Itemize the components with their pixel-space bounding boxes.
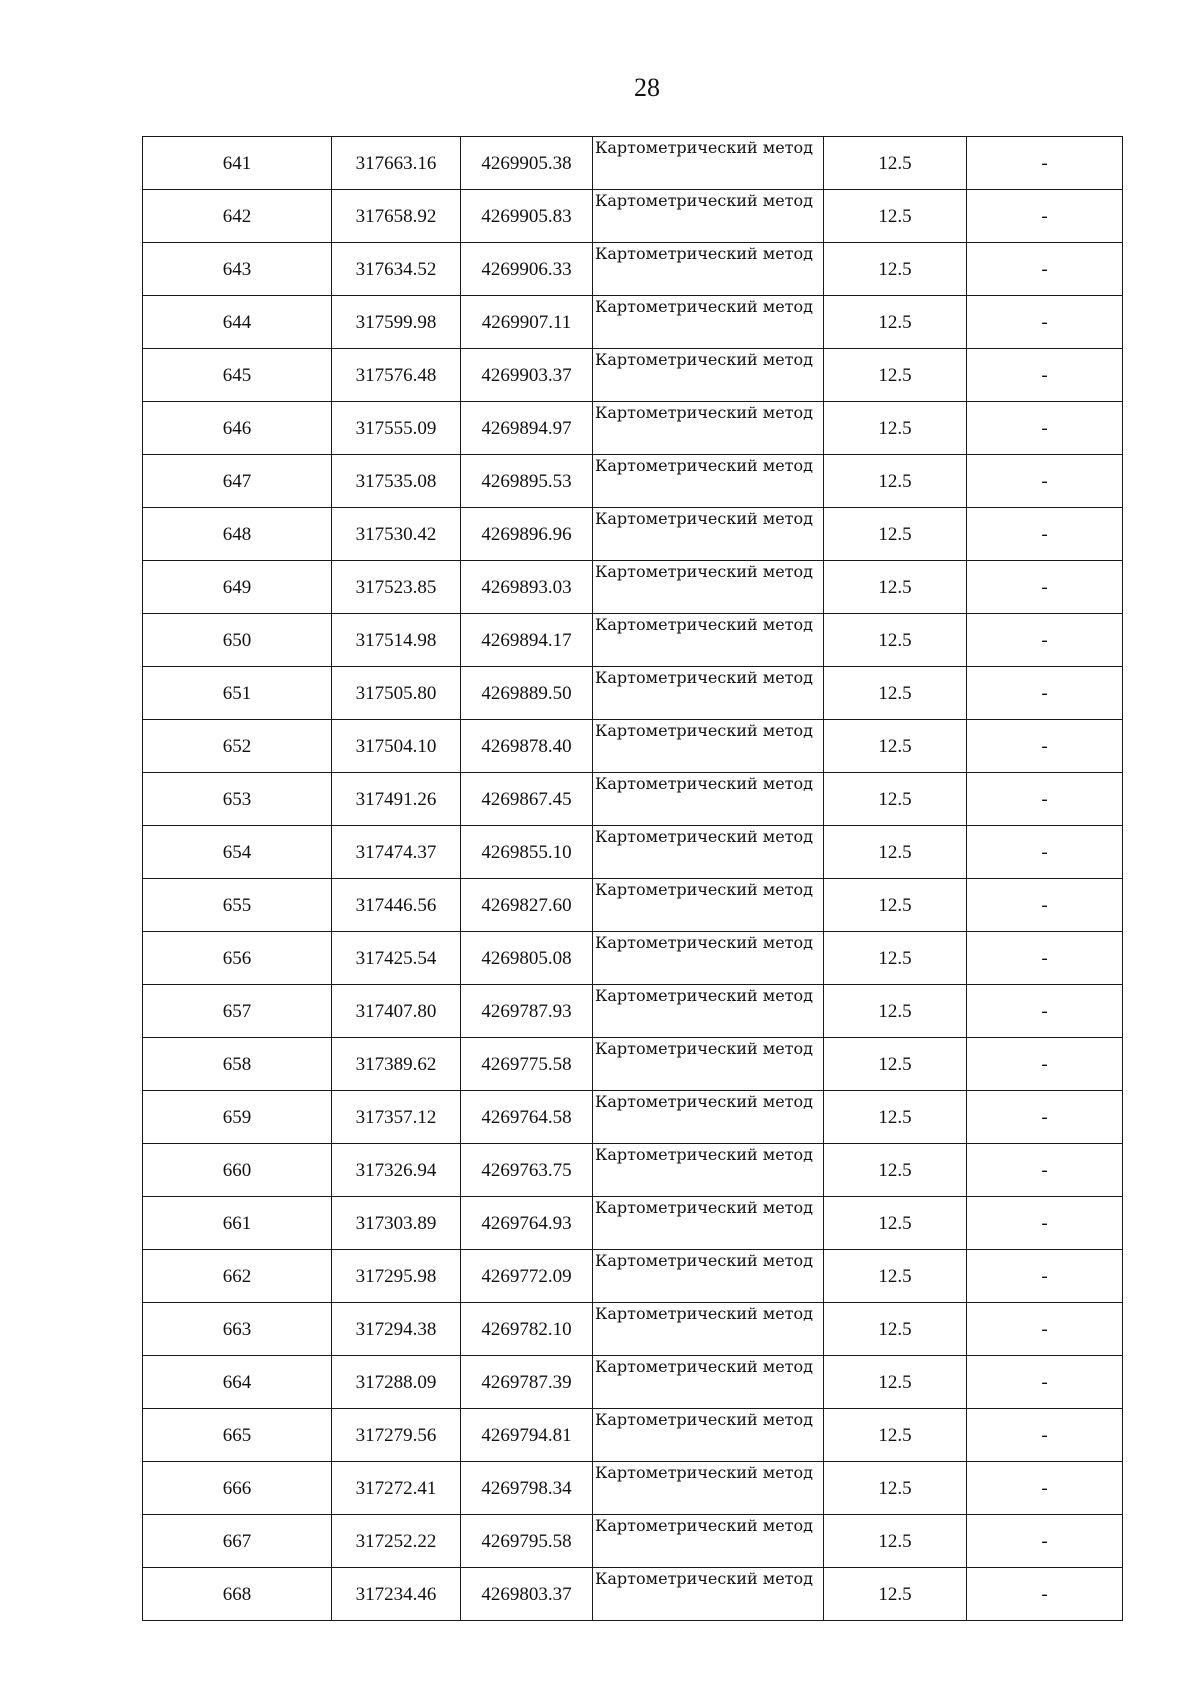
x-coordinate-cell: 317474.37 [332,826,461,879]
table-row [143,1356,1123,1409]
accuracy-cell: 12.5 [824,349,967,402]
method-cell: Картометрический метод [593,985,824,1038]
method-cell: Картометрический метод [593,190,824,243]
note-cell: - [967,1568,1123,1621]
accuracy-cell: 12.5 [824,1356,967,1409]
note-cell: - [967,1356,1123,1409]
note-cell: - [967,1197,1123,1250]
table-row [143,296,1123,349]
point-number-cell: 655 [143,879,332,932]
method-cell: Картометрический метод [593,1144,824,1197]
table-row [143,1303,1123,1356]
y-coordinate-cell: 4269889.50 [461,667,593,720]
accuracy-cell: 12.5 [824,402,967,455]
method-cell: Картометрический метод [593,667,824,720]
table-row [143,1568,1123,1621]
y-coordinate-cell: 4269827.60 [461,879,593,932]
table-row [143,455,1123,508]
method-cell: Картометрический метод [593,614,824,667]
note-cell: - [967,402,1123,455]
accuracy-cell: 12.5 [824,296,967,349]
accuracy-cell: 12.5 [824,720,967,773]
note-cell: - [967,349,1123,402]
point-number-cell: 645 [143,349,332,402]
table-row [143,1144,1123,1197]
point-number-cell: 657 [143,985,332,1038]
table-row [143,985,1123,1038]
table-row [143,932,1123,985]
method-cell: Картометрический метод [593,508,824,561]
y-coordinate-cell: 4269893.03 [461,561,593,614]
accuracy-cell: 12.5 [824,1038,967,1091]
note-cell: - [967,826,1123,879]
point-number-cell: 653 [143,773,332,826]
y-coordinate-cell: 4269867.45 [461,773,593,826]
point-number-cell: 663 [143,1303,332,1356]
method-cell: Картометрический метод [593,1091,824,1144]
note-cell: - [967,1250,1123,1303]
table-row [143,667,1123,720]
y-coordinate-cell: 4269775.58 [461,1038,593,1091]
note-cell: - [967,137,1123,190]
point-number-cell: 664 [143,1356,332,1409]
note-cell: - [967,296,1123,349]
note-cell: - [967,455,1123,508]
table-row [143,720,1123,773]
x-coordinate-cell: 317288.09 [332,1356,461,1409]
point-number-cell: 642 [143,190,332,243]
method-cell: Картометрический метод [593,1038,824,1091]
x-coordinate-cell: 317272.41 [332,1462,461,1515]
accuracy-cell: 12.5 [824,1144,967,1197]
accuracy-cell: 12.5 [824,1515,967,1568]
method-cell: Картометрический метод [593,402,824,455]
method-cell: Картометрический метод [593,137,824,190]
y-coordinate-cell: 4269764.93 [461,1197,593,1250]
x-coordinate-cell: 317326.94 [332,1144,461,1197]
y-coordinate-cell: 4269795.58 [461,1515,593,1568]
y-coordinate-cell: 4269763.75 [461,1144,593,1197]
note-cell: - [967,773,1123,826]
x-coordinate-cell: 317234.46 [332,1568,461,1621]
table-row [143,137,1123,190]
method-cell: Картометрический метод [593,1303,824,1356]
table-row [143,1515,1123,1568]
y-coordinate-cell: 4269905.38 [461,137,593,190]
table-row [143,614,1123,667]
x-coordinate-cell: 317555.09 [332,402,461,455]
point-number-cell: 644 [143,296,332,349]
accuracy-cell: 12.5 [824,455,967,508]
point-number-cell: 668 [143,1568,332,1621]
y-coordinate-cell: 4269803.37 [461,1568,593,1621]
point-number-cell: 650 [143,614,332,667]
y-coordinate-cell: 4269905.83 [461,190,593,243]
x-coordinate-cell: 317658.92 [332,190,461,243]
point-number-cell: 646 [143,402,332,455]
x-coordinate-cell: 317504.10 [332,720,461,773]
x-coordinate-cell: 317389.62 [332,1038,461,1091]
x-coordinate-cell: 317576.48 [332,349,461,402]
note-cell: - [967,561,1123,614]
method-cell: Картометрический метод [593,826,824,879]
y-coordinate-cell: 4269772.09 [461,1250,593,1303]
note-cell: - [967,720,1123,773]
point-number-cell: 662 [143,1250,332,1303]
accuracy-cell: 12.5 [824,826,967,879]
x-coordinate-cell: 317303.89 [332,1197,461,1250]
note-cell: - [967,243,1123,296]
x-coordinate-cell: 317523.85 [332,561,461,614]
x-coordinate-cell: 317425.54 [332,932,461,985]
method-cell: Картометрический метод [593,349,824,402]
table-row [143,1409,1123,1462]
note-cell: - [967,614,1123,667]
x-coordinate-cell: 317535.08 [332,455,461,508]
point-number-cell: 661 [143,1197,332,1250]
accuracy-cell: 12.5 [824,932,967,985]
point-number-cell: 643 [143,243,332,296]
accuracy-cell: 12.5 [824,243,967,296]
accuracy-cell: 12.5 [824,1303,967,1356]
point-number-cell: 654 [143,826,332,879]
method-cell: Картометрический метод [593,1356,824,1409]
method-cell: Картометрический метод [593,932,824,985]
method-cell: Картометрический метод [593,1409,824,1462]
accuracy-cell: 12.5 [824,190,967,243]
method-cell: Картометрический метод [593,879,824,932]
accuracy-cell: 12.5 [824,614,967,667]
point-number-cell: 656 [143,932,332,985]
x-coordinate-cell: 317279.56 [332,1409,461,1462]
coordinates-table [142,136,1123,1621]
y-coordinate-cell: 4269894.17 [461,614,593,667]
y-coordinate-cell: 4269907.11 [461,296,593,349]
point-number-cell: 658 [143,1038,332,1091]
point-number-cell: 660 [143,1144,332,1197]
point-number-cell: 659 [143,1091,332,1144]
accuracy-cell: 12.5 [824,1568,967,1621]
y-coordinate-cell: 4269894.97 [461,402,593,455]
point-number-cell: 665 [143,1409,332,1462]
note-cell: - [967,1144,1123,1197]
accuracy-cell: 12.5 [824,1409,967,1462]
x-coordinate-cell: 317634.52 [332,243,461,296]
y-coordinate-cell: 4269878.40 [461,720,593,773]
table-row [143,879,1123,932]
note-cell: - [967,985,1123,1038]
method-cell: Картометрический метод [593,243,824,296]
table-row [143,243,1123,296]
x-coordinate-cell: 317407.80 [332,985,461,1038]
table-row [143,1462,1123,1515]
point-number-cell: 652 [143,720,332,773]
table-row [143,402,1123,455]
y-coordinate-cell: 4269855.10 [461,826,593,879]
accuracy-cell: 12.5 [824,985,967,1038]
method-cell: Картометрический метод [593,1462,824,1515]
accuracy-cell: 12.5 [824,137,967,190]
accuracy-cell: 12.5 [824,561,967,614]
note-cell: - [967,1091,1123,1144]
table-row [143,561,1123,614]
y-coordinate-cell: 4269764.58 [461,1091,593,1144]
point-number-cell: 667 [143,1515,332,1568]
table-row [143,773,1123,826]
x-coordinate-cell: 317530.42 [332,508,461,561]
x-coordinate-cell: 317252.22 [332,1515,461,1568]
point-number-cell: 666 [143,1462,332,1515]
y-coordinate-cell: 4269782.10 [461,1303,593,1356]
x-coordinate-cell: 317295.98 [332,1250,461,1303]
method-cell: Картометрический метод [593,773,824,826]
table-body [143,137,1123,1621]
point-number-cell: 648 [143,508,332,561]
method-cell: Картометрический метод [593,1515,824,1568]
accuracy-cell: 12.5 [824,1462,967,1515]
x-coordinate-cell: 317357.12 [332,1091,461,1144]
y-coordinate-cell: 4269906.33 [461,243,593,296]
y-coordinate-cell: 4269895.53 [461,455,593,508]
x-coordinate-cell: 317491.26 [332,773,461,826]
table-row [143,1038,1123,1091]
page-number: 28 [634,73,660,102]
x-coordinate-cell: 317294.38 [332,1303,461,1356]
accuracy-cell: 12.5 [824,879,967,932]
method-cell: Картометрический метод [593,720,824,773]
x-coordinate-cell: 317446.56 [332,879,461,932]
x-coordinate-cell: 317505.80 [332,667,461,720]
method-cell: Картометрический метод [593,455,824,508]
method-cell: Картометрический метод [593,561,824,614]
y-coordinate-cell: 4269794.81 [461,1409,593,1462]
accuracy-cell: 12.5 [824,667,967,720]
table-row [143,1091,1123,1144]
note-cell: - [967,1303,1123,1356]
point-number-cell: 641 [143,137,332,190]
note-cell: - [967,1515,1123,1568]
note-cell: - [967,1038,1123,1091]
x-coordinate-cell: 317599.98 [332,296,461,349]
note-cell: - [967,879,1123,932]
y-coordinate-cell: 4269896.96 [461,508,593,561]
accuracy-cell: 12.5 [824,508,967,561]
accuracy-cell: 12.5 [824,1091,967,1144]
note-cell: - [967,1462,1123,1515]
note-cell: - [967,1409,1123,1462]
point-number-cell: 651 [143,667,332,720]
method-cell: Картометрический метод [593,296,824,349]
x-coordinate-cell: 317514.98 [332,614,461,667]
y-coordinate-cell: 4269787.39 [461,1356,593,1409]
point-number-cell: 649 [143,561,332,614]
method-cell: Картометрический метод [593,1197,824,1250]
method-cell: Картометрический метод [593,1250,824,1303]
method-cell: Картометрический метод [593,1568,824,1621]
table-row [143,826,1123,879]
table-row [143,1197,1123,1250]
note-cell: - [967,932,1123,985]
note-cell: - [967,190,1123,243]
accuracy-cell: 12.5 [824,773,967,826]
y-coordinate-cell: 4269805.08 [461,932,593,985]
accuracy-cell: 12.5 [824,1250,967,1303]
y-coordinate-cell: 4269787.93 [461,985,593,1038]
note-cell: - [967,667,1123,720]
y-coordinate-cell: 4269903.37 [461,349,593,402]
point-number-cell: 647 [143,455,332,508]
table-row [143,508,1123,561]
accuracy-cell: 12.5 [824,1197,967,1250]
table-row [143,190,1123,243]
x-coordinate-cell: 317663.16 [332,137,461,190]
table-row [143,349,1123,402]
table-row [143,1250,1123,1303]
y-coordinate-cell: 4269798.34 [461,1462,593,1515]
note-cell: - [967,508,1123,561]
